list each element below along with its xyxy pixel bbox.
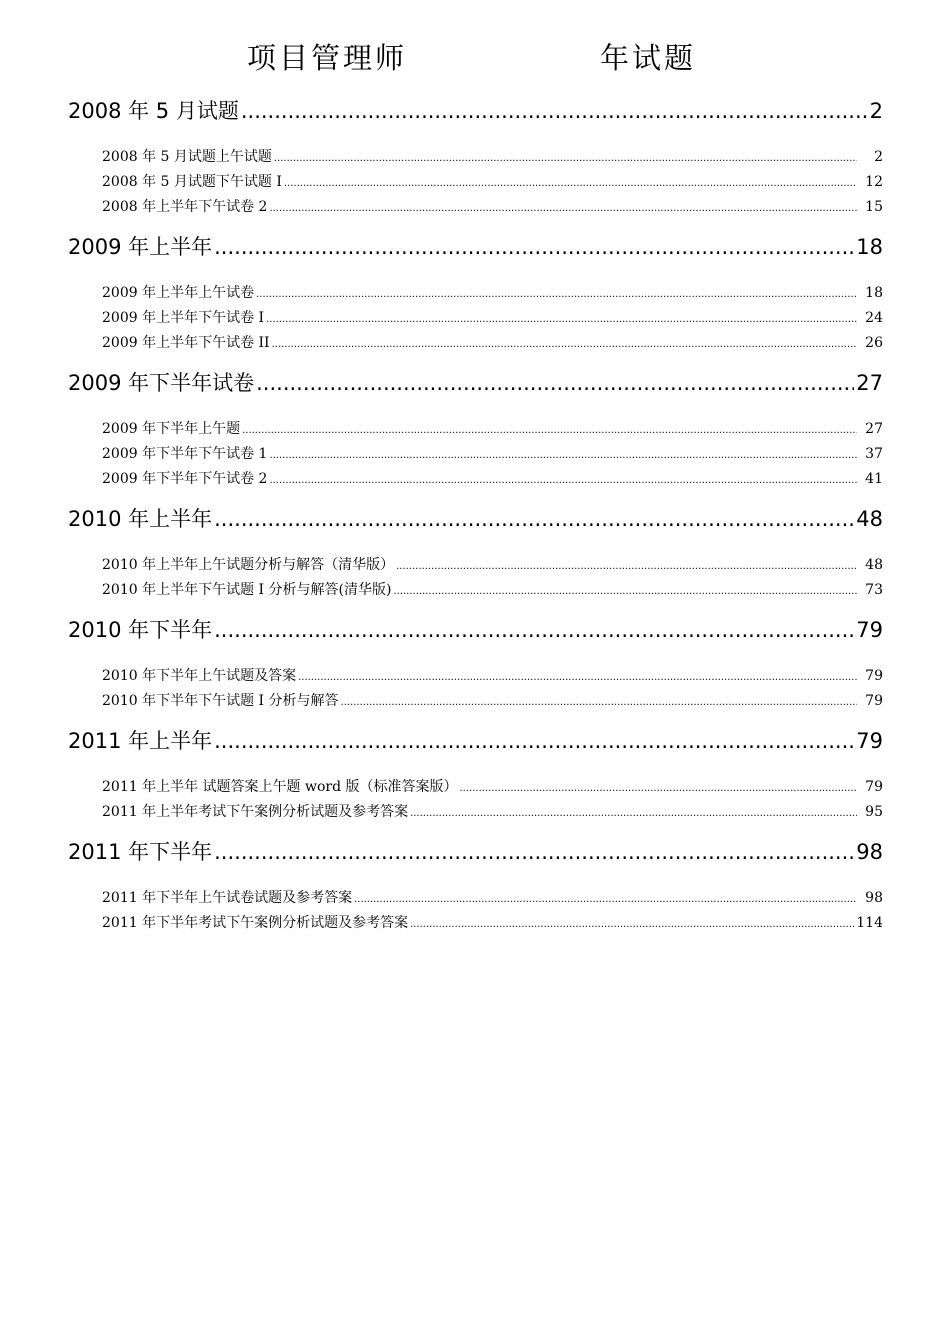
toc-subsection-label: 2009 年下半年下午试卷 1 [102,446,268,462]
toc-dot-leader [298,665,857,690]
title-left: 项目管理师 [247,41,408,75]
toc-dot-leader [242,418,857,443]
table-of-contents [68,96,883,936]
toc-dot-leader [396,554,857,579]
toc-subsection-list [102,553,883,603]
toc-section-page-number: 79 [856,729,883,753]
toc-subsection-page-number: 114 [856,915,883,931]
toc-subsection-page-number: 98 [865,890,883,906]
toc-subsection-label: 2011 年下半年上午试卷试题及参考答案 [102,890,353,906]
toc-dot-leader [256,368,854,399]
toc-subsection-page-number: 24 [865,310,883,326]
toc-dot-leader [256,282,857,307]
toc-section-entry[interactable] [68,368,883,399]
toc-subsection-entry[interactable] [102,689,883,714]
toc-subsection-label: 2010 年下半年下午试题 I 分析与解答 [102,693,339,709]
toc-subsection-page-number: 95 [865,804,883,820]
toc-subsection-entry[interactable] [102,800,883,825]
toc-subsection-entry[interactable] [102,442,883,467]
toc-section-entry[interactable] [68,837,883,868]
toc-subsection-page-number: 12 [865,174,883,190]
toc-subsection-label: 2010 年下半年上午试题及答案 [102,668,297,684]
toc-subsection-label: 2010 年上半年上午试题分析与解答（清华版） [102,557,395,573]
toc-subsection-page-number: 37 [865,446,883,462]
toc-dot-leader [214,615,854,646]
toc-subsection-entry[interactable] [102,578,883,603]
toc-subsection-page-number: 41 [865,471,883,487]
toc-subsection-page-number: 73 [865,582,883,598]
toc-subsection-entry[interactable] [102,553,883,578]
toc-subsection-entry[interactable] [102,195,883,220]
toc-section-label: 2010 年上半年 [68,507,213,531]
toc-subsection-entry[interactable] [102,145,883,170]
toc-subsection-entry[interactable] [102,664,883,689]
toc-dot-leader [269,196,857,221]
toc-subsection-label: 2009 年下半年下午试卷 2 [102,471,268,487]
toc-subsection-entry[interactable] [102,306,883,331]
toc-subsection-label: 2009 年上半年下午试卷 II [102,335,270,351]
toc-dot-leader [214,726,854,757]
toc-subsection-page-number: 15 [865,199,883,215]
toc-subsection-entry[interactable] [102,331,883,356]
toc-section-entry[interactable] [68,615,883,646]
toc-dot-leader [284,171,857,196]
toc-section-label: 2008 年 5 月试题 [68,99,239,123]
toc-dot-leader [460,776,858,801]
toc-subsection-page-number: 79 [865,693,883,709]
toc-subsection-list [102,281,883,356]
toc-subsection-page-number: 18 [865,285,883,301]
toc-subsection-label: 2008 年 5 月试题下午试题 I [102,174,282,190]
toc-subsection-list [102,886,883,936]
toc-subsection-page-number: 26 [865,335,883,351]
toc-section-entry[interactable] [68,232,883,263]
toc-dot-leader [266,307,857,332]
toc-dot-leader [269,468,857,493]
toc-subsection-entry[interactable] [102,170,883,195]
toc-dot-leader [269,443,857,468]
toc-subsection-entry[interactable] [102,467,883,492]
toc-subsection-label: 2009 年上半年上午试卷 [102,285,255,301]
toc-section-label: 2011 年下半年 [68,840,213,864]
toc-subsection-entry[interactable] [102,281,883,306]
toc-section-label: 2010 年下半年 [68,618,213,642]
toc-section-page-number: 79 [856,618,883,642]
toc-subsection-page-number: 2 [874,149,883,165]
toc-section-entry[interactable] [68,504,883,535]
toc-subsection-label: 2009 年上半年下午试卷 I [102,310,265,326]
toc-dot-leader [214,837,854,868]
toc-subsection-list [102,417,883,492]
toc-section-page-number: 18 [856,235,883,259]
toc-subsection-entry[interactable] [102,775,883,800]
toc-section-label: 2011 年上半年 [68,729,213,753]
toc-dot-leader [354,887,857,912]
title-right: 年试题 [600,41,697,75]
toc-subsection-entry[interactable] [102,886,883,911]
toc-section-entry[interactable] [68,96,883,127]
toc-subsection-list [102,664,883,714]
toc-subsection-label: 2011 年下半年考试下午案例分析试题及参考答案 [102,915,409,931]
toc-subsection-entry[interactable] [102,417,883,442]
toc-section-page-number: 48 [856,507,883,531]
toc-subsection-label: 2011 年上半年 试题答案上午题 word 版（标准答案版） [102,779,458,795]
toc-section-page-number: 2 [869,99,883,123]
toc-dot-leader [214,232,854,263]
toc-subsection-label: 2010 年上半年下午试题 I 分析与解答(清华版) [102,582,392,598]
toc-subsection-list [102,145,883,220]
toc-section-label: 2009 年上半年 [68,235,213,259]
toc-subsection-page-number: 27 [865,421,883,437]
toc-subsection-label: 2008 年 5 月试题上午试题 [102,149,272,165]
toc-dot-leader [341,690,857,715]
toc-subsection-list [102,775,883,825]
toc-subsection-page-number: 79 [865,668,883,684]
toc-subsection-label: 2011 年上半年考试下午案例分析试题及参考答案 [102,804,409,820]
toc-section-label: 2009 年下半年试卷 [68,371,255,395]
toc-dot-leader [272,332,857,357]
toc-section-page-number: 27 [856,371,883,395]
toc-dot-leader [410,912,854,937]
toc-subsection-label: 2008 年上半年下午试卷 2 [102,199,268,215]
toc-dot-leader [241,96,868,127]
document-title [0,36,950,80]
toc-subsection-label: 2009 年下半年上午题 [102,421,241,437]
toc-dot-leader [410,801,857,826]
toc-section-entry[interactable] [68,726,883,757]
toc-subsection-entry[interactable] [102,911,883,936]
toc-dot-leader [214,504,854,535]
toc-section-page-number: 98 [856,840,883,864]
toc-subsection-page-number: 79 [865,779,883,795]
toc-subsection-page-number: 48 [865,557,883,573]
toc-dot-leader [274,146,857,171]
toc-dot-leader [393,579,857,604]
